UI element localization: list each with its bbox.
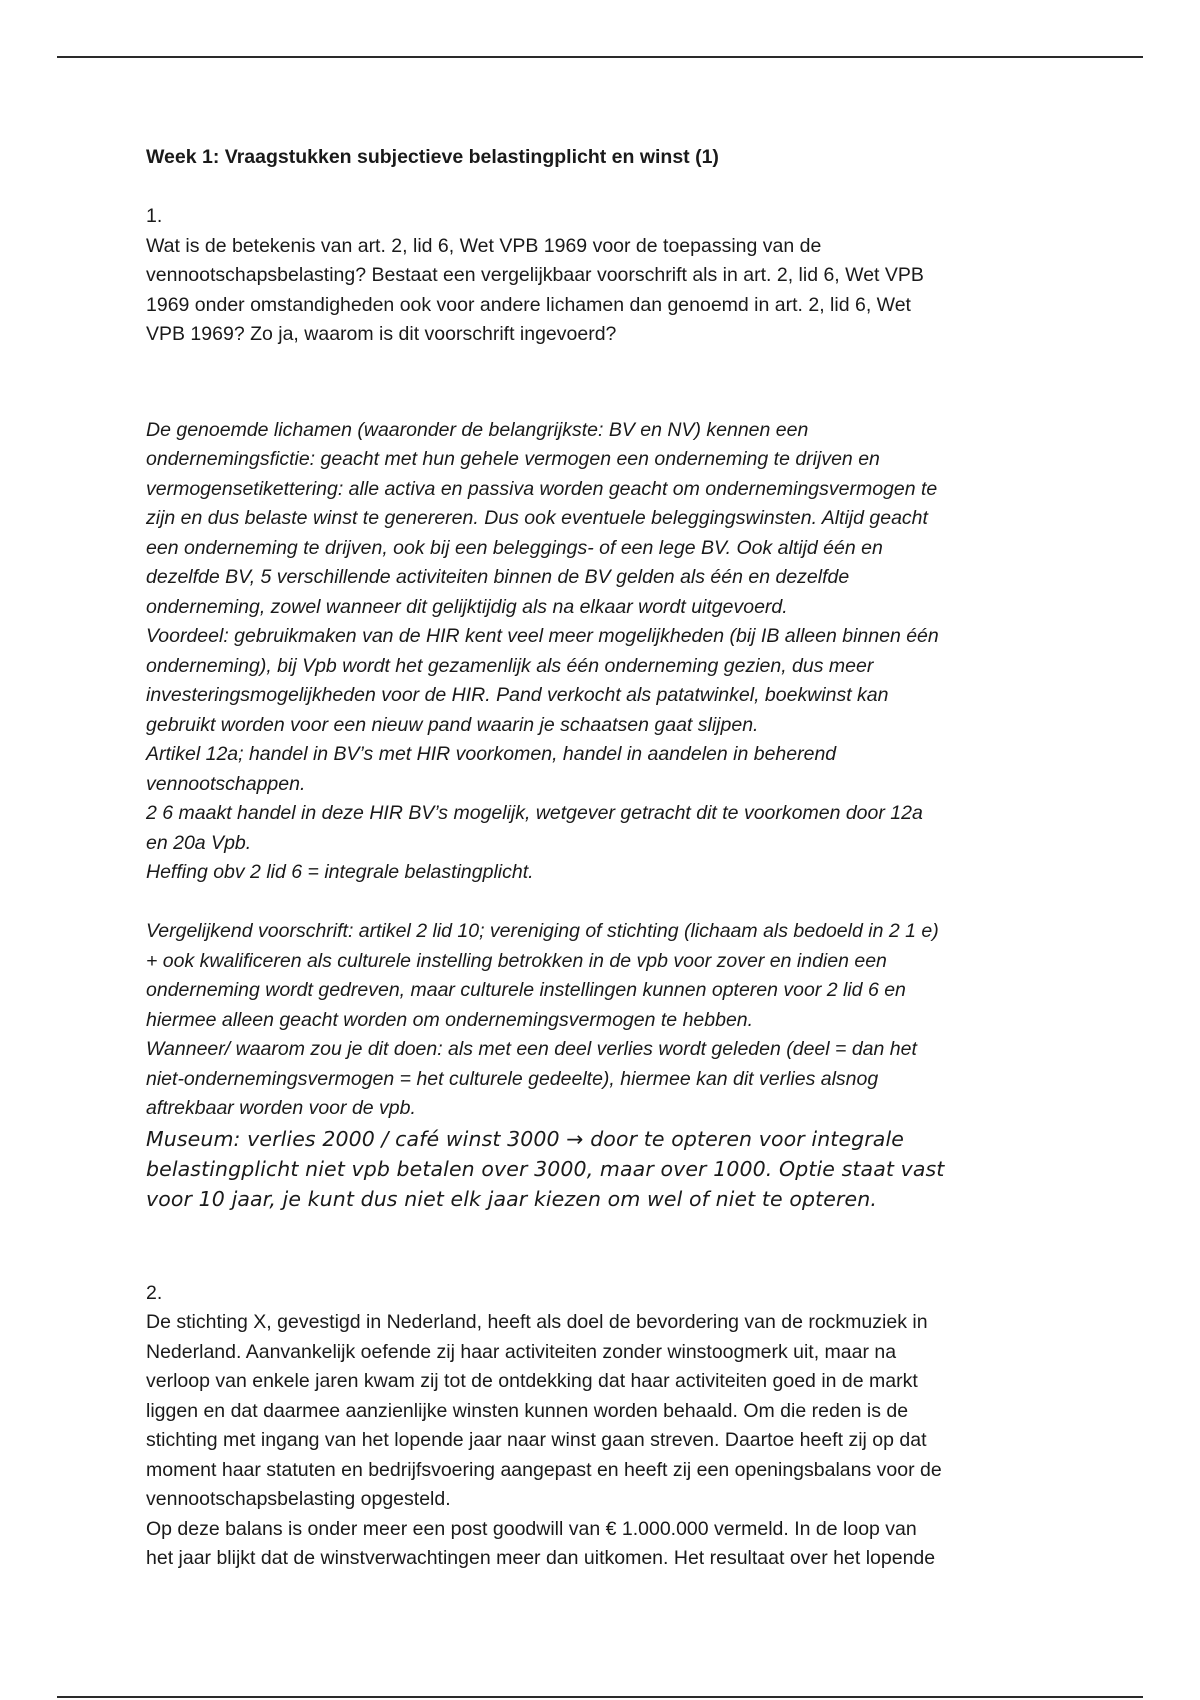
- question-2-text: De stichting X, gevestigd in Nederland, heeft als doel de bevordering van de rockmuziek in Nederland. Aanvankelijk oefende zij haar activiteiten zonder winstoogmerk uit, maar na verloop van enkele jaren kwam zij tot de ontdekking dat haar activiteiten goed in de markt liggen en dat daarmee aanzienlijke winsten kunnen worden behaald. Om die reden is de stichting met ingang van het lopende jaar naar winst gaan streven. Daartoe heeft zij op dat moment haar statuten en bedrijfsvoering aangepast en heeft zij een openingsbalans voor de vennootschapsbelasting opgesteld. Op deze balans is onder meer een post goodwill van € 1.000.000 vermeld. In de loop van het jaar blijkt dat de winstverwachtingen meer dan uitkomen. Het resultaat over het lopende: [146, 1311, 942, 1569]
- spacer: [146, 350, 1066, 409]
- spacer: [146, 409, 1066, 416]
- question-2-number: 2.: [146, 1281, 163, 1304]
- spacer: [146, 888, 1066, 918]
- footer-rule: [57, 1696, 1143, 1698]
- answer-1-example: Museum: verlies 2000 / café winst 3000 → door te opteren voor integrale belastingplicht niet vpb betalen over 3000, maar over 1000. Optie staat vast voor 10 jaar, je kunt dus niet elk jaar kiezen om wel of niet te opteren.: [146, 1126, 945, 1211]
- spacer: [146, 173, 1066, 203]
- answer-1-paragraph-2: Vergelijkend voorschrift: artikel 2 lid 10; vereniging of stichting (lichaam als bedoeld in 2 1 e) + ook kwalificeren als culturele instelling betrokken in de vpb voor zover en indien een onderneming wordt gedreven, maar culturele instellingen kunnen opteren voor 2 lid 6 en hiermee alleen geacht worden om ondernemingsvermogen te hebben. Wanneer/ waarom zou je dit doen: als met een deel verlies wordt geleden (deel = dan het niet-ondernemingsvermogen = het culturele gedeelte), hiermee kan dit verlies alsnog aftrekbaar worden voor de vpb.: [146, 920, 939, 1119]
- question-1-number: 1.: [146, 205, 163, 227]
- answer-1-paragraph-1: De genoemde lichamen (waaronder de belangrijkste: BV en NV) kennen een ondernemingsfictie: geacht met hun gehele vermogen een onderneming te drijven en vermogensetikettering: alle activa en passiva worden geacht om ondernemingsvermogen te zijn en dus belaste winst te genereren. Dus ook eventuele beleggingswinsten. Altijd geacht een onderneming te drijven, ook bij een beleggings- of een lege BV. Ook altijd één en dezelfde BV, 5 verschillende activiteiten binnen de BV gelden als één en dezelfde onderneming, zowel wanneer dit gelijktijdig als na elkaar wordt uitgevoerd. Voordeel: gebruikmaken van de HIR kent veel meer mogelijkheden (bij IB alleen binnen één onderneming), bij Vpb wordt het gezamenlijk als één onderneming gezien, dus meer investeringsmogelijkheden voor de HIR. Pand verkocht als patatwinkel, boekwinst kan gebruikt worden voor een nieuw pand waarin je schaatsen gaat slijpen. Artikel 12a; handel in BV’s met HIR voorkomen, handel in aandelen in beherend vennootschappen. 2 6 maakt handel in deze HIR BV’s mogelijk, wetgever getracht dit te voorkomen door 12a en 20a Vpb. Heffing obv 2 lid 6 = integrale belastingplicht.: [146, 418, 939, 883]
- question-1-text: Wat is de betekenis van art. 2, lid 6, Wet VPB 1969 voor de toepassing van de vennootschapsbelasting? Bestaat een vergelijkbaar voorschrift als in art. 2, lid 6, Wet VPB 1969 onder omstandigheden ook voor andere lichamen dan genoemd in art. 2, lid 6, Wet VPB 1969? Zo ja, waarom is dit voorschrift ingevoerd?: [146, 234, 924, 345]
- spacer: [146, 1214, 1066, 1273]
- document-title: Week 1: Vraagstukken subjectieve belastingplicht en winst (1): [146, 146, 719, 168]
- document-body: [146, 143, 1066, 1574]
- header-rule: [57, 56, 1143, 58]
